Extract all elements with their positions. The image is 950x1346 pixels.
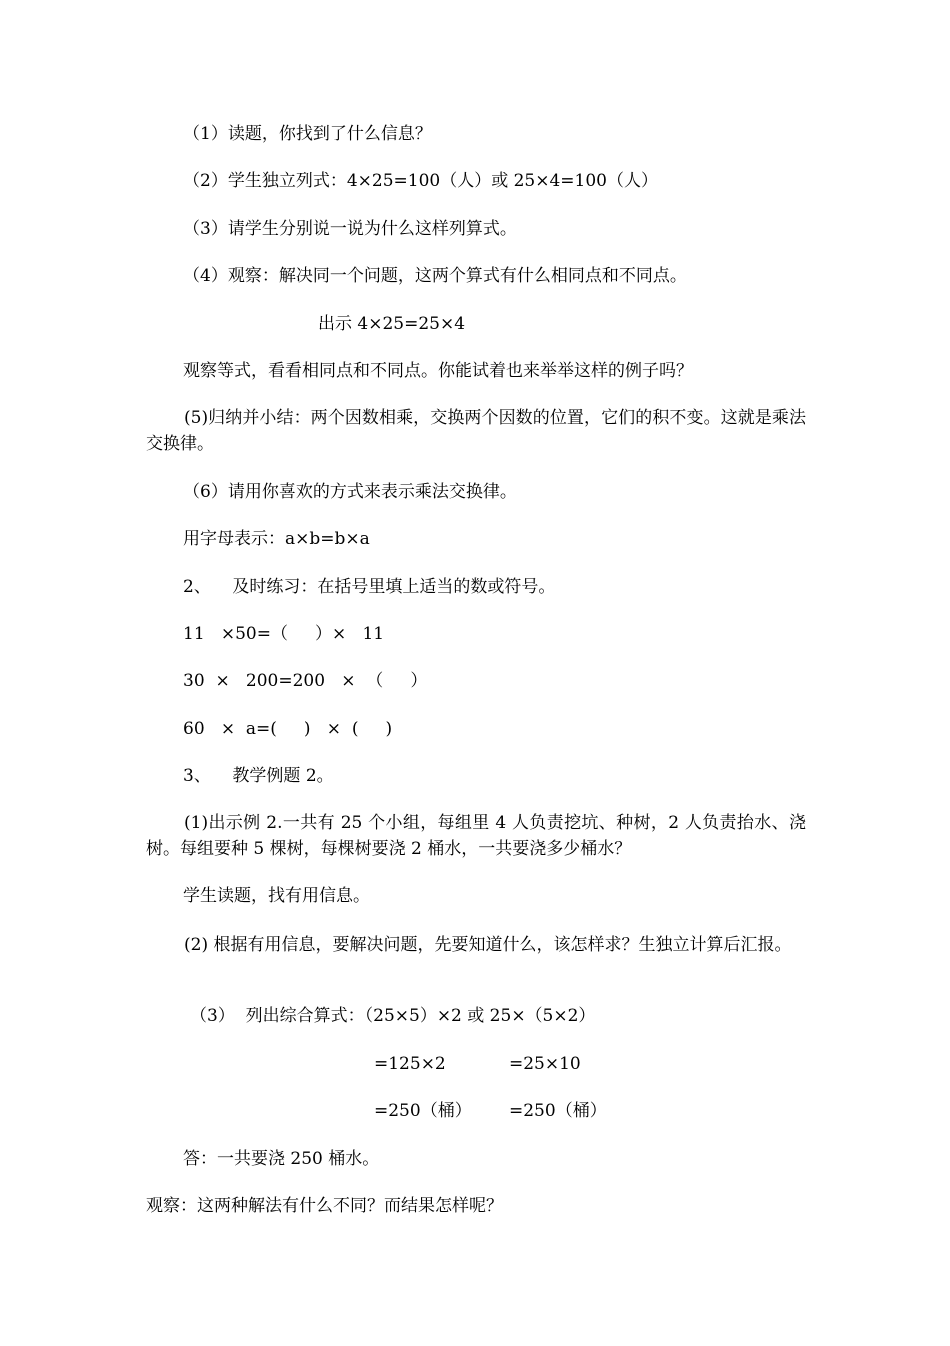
calc-result-a: =250（桶）: [374, 1101, 472, 1121]
step-5-summary-paragraph: (5)归纳并小结：两个因数相乘，交换两个因数的位置，它们的积不变。这就是乘法交换律。: [146, 408, 806, 454]
calc-step-1a: =125×2: [374, 1054, 446, 1074]
practice-item-3: 60 × a=( ) × ( ): [183, 719, 393, 739]
step-1-read-question: （1）读题，你找到了什么信息？: [183, 124, 432, 144]
letter-expression: 用字母表示：a×b=b×a: [183, 529, 370, 549]
answer-line: 答：一共要浇 250 桶水。: [183, 1149, 380, 1169]
step-3-explain: （3）请学生分别说一说为什么这样列算式。: [183, 219, 517, 239]
practice-item-1: 11 ×50=（ ）× 11: [183, 624, 385, 644]
show-equation: 出示 4×25=25×4: [318, 314, 466, 334]
section-3-example-heading: 3、 教学例题 2。: [183, 766, 334, 786]
step-2-student-equation: （2）学生独立列式：4×25=100（人）或 25×4=100（人）: [183, 171, 658, 191]
step-4-observe: （4）观察：解决同一个问题，这两个算式有什么相同点和不同点。: [183, 266, 687, 286]
step-6-express-law: （6）请用你喜欢的方式来表示乘法交换律。: [183, 482, 517, 502]
step-2-analyze-paragraph: (2) 根据有用信息，要解决问题，先要知道什么，该怎样求？生独立计算后汇报。: [184, 935, 792, 955]
section-2-practice-heading: 2、 及时练习：在括号里填上适当的数或符号。: [183, 577, 556, 597]
calc-step-1b: =25×10: [509, 1054, 581, 1074]
student-read-question: 学生读题，找有用信息。: [183, 886, 370, 906]
step-3-combined-expression: （3） 列出综合算式：（25×5）×2 或 25×（5×2）: [190, 1006, 596, 1026]
final-observation: 观察：这两种解法有什么不同？而结果怎样呢？: [146, 1196, 503, 1216]
observe-equation-text: 观察等式，看看相同点和不同点。你能试着也来举举这样的例子吗？: [183, 361, 693, 381]
practice-item-2: 30 × 200=200 × （ ）: [183, 671, 428, 691]
example-2-problem-paragraph: (1)出示例 2.一共有 25 个小组，每组里 4 人负责挖坑、种树，2 人负责抬水、浇树。每组要种 5 棵树，每棵树要浇 2 桶水，一共要浇多少桶水？: [146, 813, 806, 859]
calc-result-b: =250（桶）: [509, 1101, 607, 1121]
